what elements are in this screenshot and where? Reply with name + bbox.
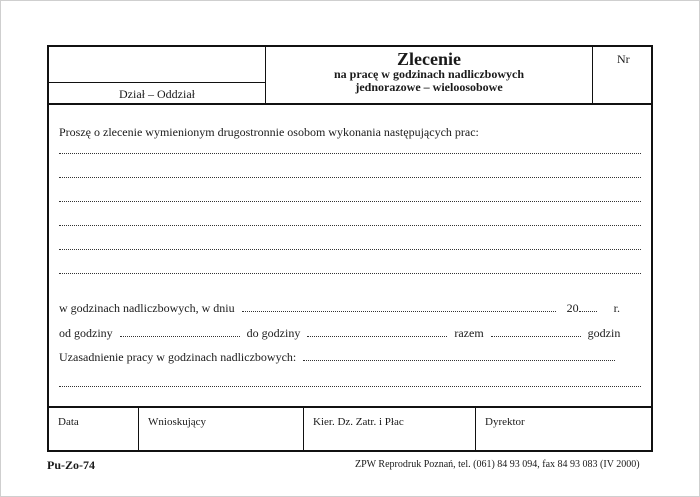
date-field[interactable] — [242, 301, 556, 312]
total-hours-field[interactable] — [491, 326, 581, 337]
printer-info: ZPW Reprodruk Poznań, tel. (061) 84 93 094, fax 84 93 083 (IV 2000) — [355, 459, 640, 470]
justification-row — [59, 350, 615, 365]
form-subtitle-2: jednorazowe – wieloosobowe — [355, 80, 503, 94]
form-header — [49, 47, 651, 105]
department-label: Dział – Oddział — [119, 87, 195, 101]
total-label: razem — [454, 326, 484, 340]
director-label: Dyrektor — [485, 416, 525, 428]
work-description-line[interactable] — [59, 225, 641, 226]
to-hour-field[interactable] — [307, 326, 447, 337]
year-prefix: 20 — [566, 301, 579, 315]
number-box[interactable] — [593, 47, 651, 103]
form-body — [49, 103, 651, 406]
work-description-line[interactable] — [59, 273, 641, 274]
department-box[interactable] — [49, 47, 266, 103]
work-description-line[interactable] — [59, 177, 641, 178]
order-form — [47, 45, 653, 452]
form-subtitle-1: na pracę w godzinach nadliczbowych — [333, 67, 524, 81]
requester-label: Wnioskujący — [148, 416, 207, 428]
justification-field[interactable] — [303, 350, 615, 361]
from-hour-field[interactable] — [120, 326, 240, 337]
justification-line[interactable] — [59, 386, 641, 387]
number-label: Nr — [617, 52, 630, 66]
department-line — [49, 82, 265, 83]
director-signature-cell[interactable] — [476, 408, 651, 452]
form-title: Zlecenie — [397, 49, 461, 69]
hours-label: godzin — [587, 326, 621, 340]
date-row — [59, 301, 620, 316]
work-description-line[interactable] — [59, 249, 641, 250]
year-field[interactable] — [579, 301, 597, 312]
form-code: Pu-Zo-74 — [47, 458, 95, 472]
head-signature-cell[interactable] — [304, 408, 476, 452]
date-signature-label: Data — [58, 416, 79, 428]
from-label: od godziny — [59, 326, 113, 340]
justification-label: Uzasadnienie pracy w godzinach nadliczbowych: — [59, 350, 297, 364]
signature-row — [49, 406, 651, 452]
title-box — [266, 47, 593, 103]
work-description-line[interactable] — [59, 201, 641, 202]
work-description-line[interactable] — [59, 153, 641, 154]
intro-text: Proszę o zlecenie wymienionym drugostronnie osobom wykonania następujących prac: — [59, 125, 479, 139]
head-label: Kier. Dz. Zatr. i Płac — [313, 416, 404, 428]
year-suffix: r. — [613, 301, 620, 315]
requester-signature-cell[interactable] — [139, 408, 304, 452]
to-label: do godziny — [246, 326, 301, 340]
hours-row — [59, 326, 620, 341]
date-prefix: w godzinach nadliczbowych, w dniu — [59, 301, 235, 315]
date-signature-cell[interactable] — [49, 408, 139, 452]
